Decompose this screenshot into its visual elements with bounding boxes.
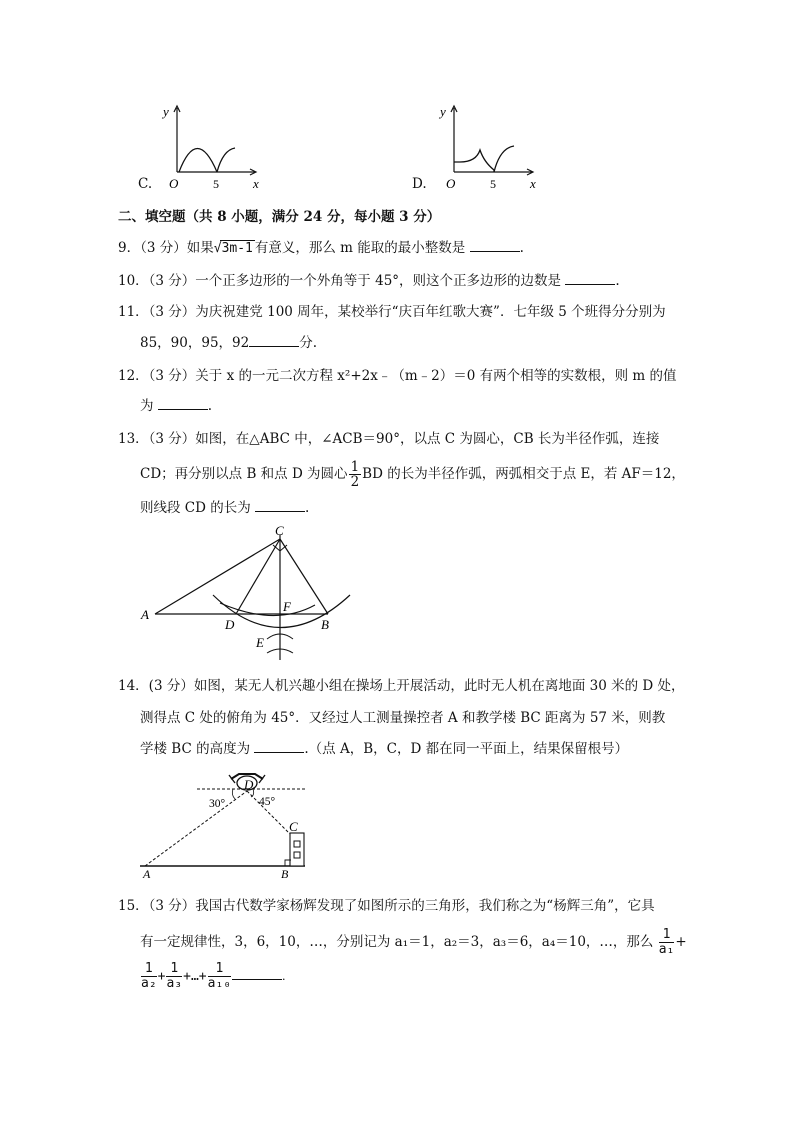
fraction-1-a10: $\frac{1}{\text{a₁₀}}$ [207, 961, 232, 991]
angle-45: 45° [259, 796, 276, 808]
answer-blank[interactable] [470, 239, 520, 252]
option-c-label: C. [138, 176, 153, 192]
svg-text:y: y [440, 104, 446, 119]
point-d: D [225, 617, 235, 632]
answer-blank[interactable] [232, 967, 282, 980]
point-c: C [289, 819, 298, 834]
fraction-1-a3: $\frac{1}{\text{a₃}}$ [166, 961, 183, 991]
question-12-line1: 12．（3 分）关于 x 的一元二次方程 x²+2x﹣（m﹣2）＝0 有两个相等的实数根，则 m 的值 [118, 368, 677, 384]
graph-d [432, 100, 552, 195]
section-title: 二、填空题（共 8 小题，满分 24 分，每小题 3 分） [118, 209, 441, 225]
question-11-line1: 11．（3 分）为庆祝建党 100 周年，某校举行“庆百年红歌大赛”．七年级 5 个班得分分别为 [118, 304, 666, 320]
graph-c [155, 100, 270, 195]
answer-blank[interactable] [565, 272, 615, 285]
point-c: C [275, 525, 284, 538]
angle-30: 30° [209, 798, 226, 810]
q13-figure [135, 525, 360, 665]
axis-x-label: x [253, 176, 259, 191]
point-d: D [244, 777, 254, 792]
axis-y-label: y [163, 104, 169, 119]
question-15-line3: $\frac{1}{\text{a₂}}$ + $\frac{1}{\text{a₃}}$ +…+ $\frac{1}{\text{a₁₀}}$ . [141, 961, 286, 991]
svg-text:x: x [530, 176, 536, 191]
point-f: F [283, 599, 291, 614]
point-e: E [256, 635, 264, 650]
q14-figure [135, 765, 315, 880]
question-14-line3: 学楼 BC 的高度为 .（点 A，B，C，D 都在同一平面上，结果保留根号） [140, 741, 629, 757]
option-c [130, 100, 270, 195]
question-12-line2: 为 . [140, 398, 213, 414]
question-15-line2: 有一定规律性，3，6，10，…，分别记为 a₁＝1，a₂＝3，a₃＝6，a₄＝10，…，那么 $\frac{1}{\text{a₁}}$ + [140, 927, 687, 957]
question-15-line1: 15．（3 分）我国古代数学家杨辉发现了如图所示的三角形，我们称之为“杨辉三角”，它具 [118, 898, 655, 914]
point-a: A [141, 607, 149, 622]
svg-text:5: 5 [490, 177, 496, 191]
answer-blank[interactable] [249, 334, 299, 347]
fraction-1-a2: $\frac{1}{\text{a₂}}$ [141, 961, 157, 991]
point-a: A [143, 867, 151, 880]
option-d-label: D. [412, 176, 427, 192]
svg-text:O: O [446, 176, 456, 191]
answer-blank[interactable] [255, 499, 305, 512]
origin-label: O [169, 176, 179, 191]
fraction-half: $\frac{1}{2}$ [350, 459, 360, 490]
question-13-line1: 13．（3 分）如图，在△ABC 中，∠ACB＝90°，以点 C 为圆心，CB 长为半径作弧，连接 [118, 431, 660, 447]
question-14-line1: 14．(3 分）如图，某无人机兴趣小组在操场上开展活动，此时无人机在离地面 30 米的 D 处， [118, 678, 685, 694]
question-11-line2: 85，90，95，92 分. [140, 335, 318, 351]
question-10: 10．（3 分）一个正多边形的一个外角等于 45°，则这个正多边形的边数是 . [118, 273, 620, 289]
tick-5: 5 [213, 177, 219, 191]
answer-blank[interactable] [254, 740, 304, 753]
question-13-line2: CD；再分别以点 B 和点 D 为圆心 $\frac{1}{2}$ BD 的长为半径作弧，两弧相交于点 E，若 AF＝12， [140, 459, 685, 490]
point-b: B [321, 617, 329, 632]
question-9: 9．（3 分）如果√3m-1 有意义，那么 m 能取的最小整数是 . [118, 240, 524, 256]
option-d [412, 100, 552, 195]
fraction-1-a1: $\frac{1}{\text{a₁}}$ [658, 927, 675, 957]
question-13-line3: 则线段 CD 的长为 . [140, 500, 310, 516]
answer-blank[interactable] [158, 397, 208, 410]
question-14-line2: 测得点 C 处的俯角为 45°．又经过人工测量操控者 A 和教学楼 BC 距离为 57 米，则教 [140, 710, 666, 726]
point-b: B [281, 867, 289, 880]
